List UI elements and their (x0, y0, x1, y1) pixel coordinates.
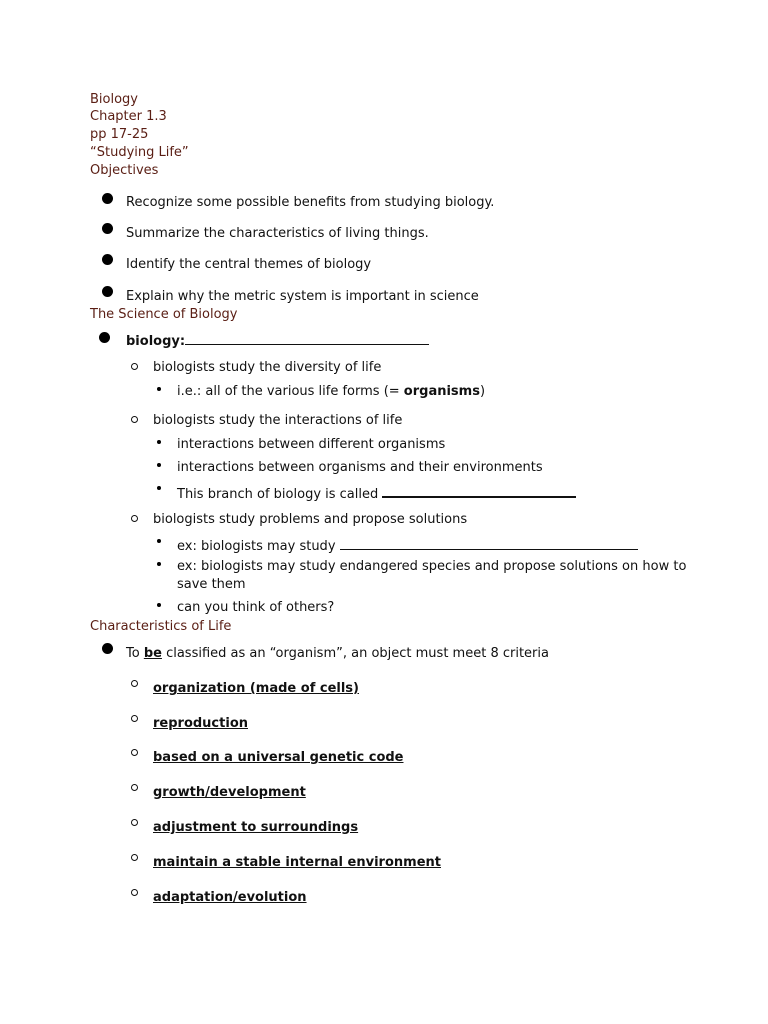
interactions-item: interactions between organisms and their environments (177, 460, 543, 475)
criterion-item: adaptation/evolution (153, 890, 307, 905)
bullet-icon (157, 486, 161, 490)
intro-prefix: To (126, 646, 144, 661)
ecology-question (177, 483, 576, 502)
chapter-label: Chapter 1.3 (90, 109, 167, 124)
hollow-bullet-icon (131, 715, 138, 722)
bullet-icon (157, 387, 161, 391)
criterion-item: maintain a stable internal environment (153, 855, 441, 870)
intro-suffix: classified as an “organism”, an object must meet 8 criteria (161, 646, 549, 661)
criteria-intro (126, 646, 549, 661)
objectives-heading: Objectives (90, 163, 159, 178)
criterion-item: reproduction (153, 716, 248, 731)
hollow-bullet-icon (131, 749, 138, 756)
example-text: ex: biologists may study (177, 539, 340, 554)
answer-blank[interactable] (340, 536, 638, 550)
example-item (177, 536, 638, 554)
bullet-icon (157, 539, 161, 543)
objective-item: Explain why the metric system is important in science (126, 289, 479, 304)
biology-definition (126, 331, 429, 349)
bullet-icon (157, 463, 161, 467)
objective-item: Summarize the characteristics of living things. (126, 226, 429, 241)
hollow-bullet-icon (131, 363, 138, 370)
bullet-icon (102, 643, 113, 654)
problems-point: biologists study problems and propose solutions (153, 512, 468, 527)
bullet-icon (99, 332, 110, 343)
bullet-icon (157, 603, 161, 607)
be-term: be (143, 646, 162, 661)
biology-term: biology: (126, 334, 186, 349)
hollow-bullet-icon (131, 784, 138, 791)
example-item: can you think of others? (177, 600, 335, 615)
criterion-item: based on a universal genetic code (153, 750, 404, 765)
hollow-bullet-icon (131, 515, 138, 522)
bullet-icon (102, 286, 113, 297)
science-heading: The Science of Biology (90, 307, 238, 322)
bullet-icon (102, 223, 113, 234)
objective-item: Recognize some possible benefits from studying biology. (126, 195, 495, 210)
bullet-icon (157, 440, 161, 444)
answer-blank[interactable] (185, 331, 429, 345)
organisms-term: organisms (403, 384, 480, 399)
answer-blank[interactable] (382, 483, 576, 498)
detail-suffix: ) (479, 384, 486, 399)
objective-item: Identify the central themes of biology (126, 257, 372, 272)
chapter-title: “Studying Life” (90, 145, 189, 160)
bullet-icon (102, 193, 113, 204)
criterion-item: organization (made of cells) (153, 681, 359, 696)
ecology-question-text: This branch of biology is called (177, 487, 383, 502)
interactions-item: interactions between different organisms (177, 437, 446, 452)
bullet-icon (157, 562, 161, 566)
detail-prefix: i.e.: all of the various life forms (= (177, 384, 404, 399)
hollow-bullet-icon (131, 889, 138, 896)
interactions-point: biologists study the interactions of life (153, 413, 403, 428)
hollow-bullet-icon (131, 680, 138, 687)
bullet-icon (102, 254, 113, 265)
pages-label: pp 17-25 (90, 127, 149, 142)
characteristics-heading: Characteristics of Life (90, 619, 232, 634)
hollow-bullet-icon (131, 819, 138, 826)
hollow-bullet-icon (131, 416, 138, 423)
example-item-continued: save them (177, 577, 246, 592)
diversity-detail (177, 384, 485, 399)
hollow-bullet-icon (131, 854, 138, 861)
criterion-item: growth/development (153, 785, 306, 800)
criterion-item: adjustment to surroundings (153, 820, 359, 835)
diversity-point: biologists study the diversity of life (153, 360, 382, 375)
example-item: ex: biologists may study endangered species and propose solutions on how to (177, 559, 687, 574)
subject-heading: Biology (90, 92, 138, 107)
